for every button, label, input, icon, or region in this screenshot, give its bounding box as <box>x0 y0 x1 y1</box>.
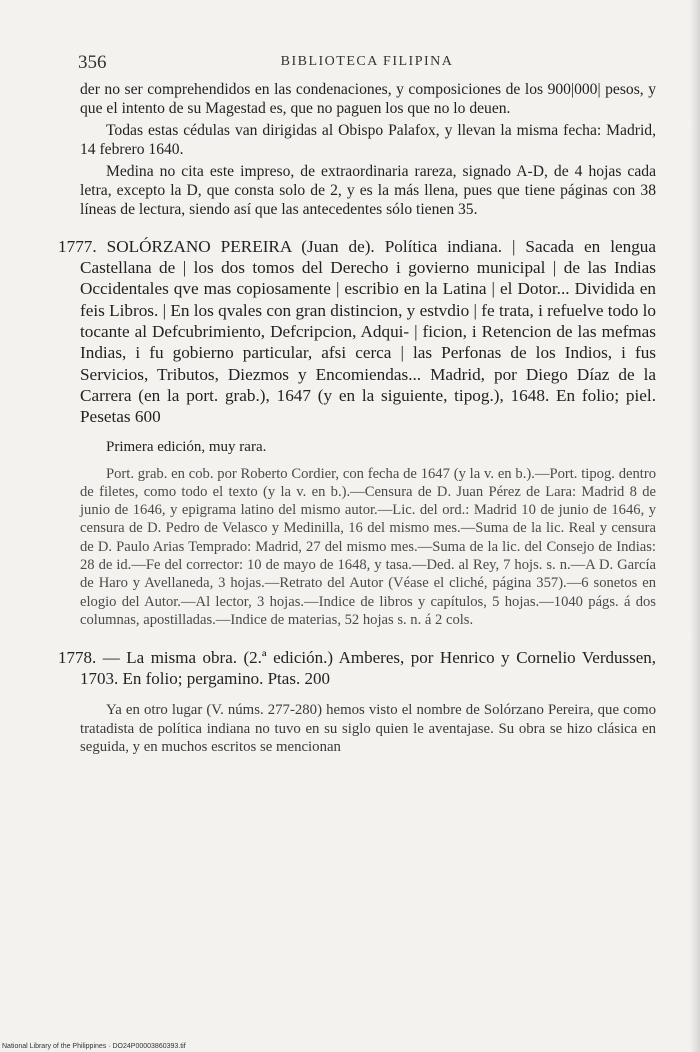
paragraph-medina: Medina no cita este impreso, de extraordinaria rareza, signado A-D, de 4 hojas cada letra, excepto la D, que consta solo de 2, y es la más llena, pues que tiene páginas con 38 líneas de lectura, siendo así que las antecedentes sólo tienen 35. <box>80 162 656 219</box>
page-header <box>78 52 656 76</box>
body-text <box>58 80 657 757</box>
page-number: 356 <box>78 52 107 73</box>
entry-1777 <box>58 236 657 428</box>
entry-number: 1778. <box>58 648 97 668</box>
collation-note: Port. grab. en cob. por Roberto Cordier, con fecha de 1647 (y la v. en b.).—Port. tipog. dentro de filetes, como todo el texto (y la v. en b.).—Censura de D. Juan Pérez de Lara: Madrid 8 de junio de 1646, y epigrama latino del mismo autor.—Lic. del ord.: Madrid 10 de junio de 1646, y censura de D. Pedro de Velasco y Medinilla, 16 del mismo mes.—Suma de la lic. Real y censura de D. Paulo Arias Temprado: Madrid, 27 del mismo mes.—Suma de la lic. del Consejo de Indias: 28 de id.—Fe del corrector: 10 de mayo de 1648, y tasa.—Ded. al Rey, 7 hojs. s. n.—A D. García de Haro y Avellaneda, 3 hojas.—Retrato del Autor (Véase el cliché, página 357).—6 sonetos en elogio del Autor.—Al lector, 3 hojas.—Indice de libros y capítulos, 5 hojas.—1040 págs. á dos columnas, apostilladas.—Indice de materias, 52 hojas s. n. á 2 cols. <box>80 465 656 628</box>
entry-number: 1777. <box>58 236 97 256</box>
entry-text: — La misma obra. (2.ª edición.) Amberes, por Henrico y Cornelio Verdussen, 1703. En folio; pergamino. Ptas. 200 <box>80 648 657 689</box>
page-edge-shadow <box>690 0 700 1052</box>
closing-paragraph: Ya en otro lugar (V. núms. 277-280) hemos visto el nombre de Solórzano Pereira, que como tratadista de política indiana no tuvo en su siglo quien le aventajase. Su obra se hizo clásica en seguida, y en muchos escritos se mencionan <box>80 702 656 756</box>
paragraph-continuation: der no ser comprehendidos en las condenaciones, y composiciones de los 900|000| pesos, y que el intento de su Magestad es, que no paguen los que no lo deuen. <box>80 81 656 118</box>
entry-1778 <box>58 647 657 689</box>
paragraph-cedulas: Todas estas cédulas van dirigidas al Obispo Palafox, y llevan la misma fecha: Madrid, 14 febrero 1640. <box>80 121 656 159</box>
edition-note: Primera edición, muy rara. <box>106 438 267 455</box>
scan-credit: National Library of the Philippines · DO24P00003860393.tif <box>2 1043 186 1050</box>
entry-text: SOLÓRZANO PEREIRA (Juan de). Política indiana. | Sacada en lengua Castellana de | los dos tomos del Derecho i govierno municipal | de las Indias Occidentales qve mas copiosamente | escribio en la Latina | el Dotor... Dividida en feis Libros. | En los qvales con gran distincion, y estvdio | fe trata, i refuelve todo lo tocante al Defcubrimiento, Defcripcion, Adqui- | ficion, i Retencion de las mefmas Indias, i fu gobierno particular, afsi cerca | las Perfonas de los Indios, i fus Servicios, Tributos, Diezmos y Encomiendas... Madrid, por Diego Díaz de la Carrera (en la port. grab.), 1647 (y en la siguiente, tipog.), 1648. En folio; piel. Pesetas 600 <box>80 236 657 427</box>
running-head: BIBLIOTECA FILIPINA <box>280 54 454 69</box>
